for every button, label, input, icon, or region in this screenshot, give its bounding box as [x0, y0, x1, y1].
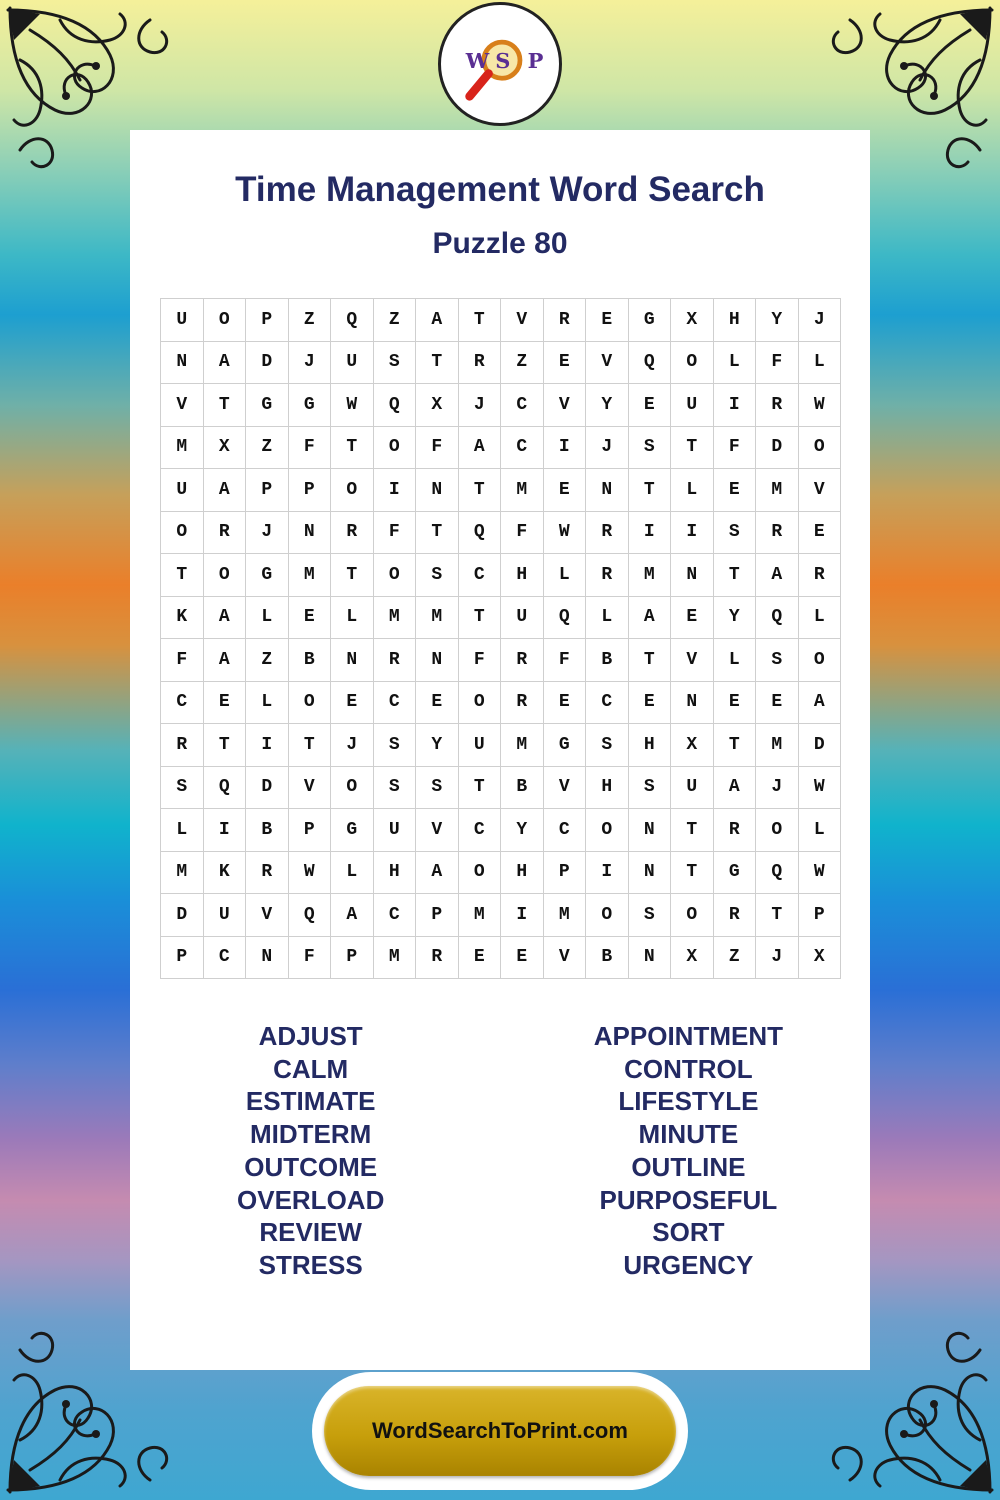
- grid-cell[interactable]: V: [544, 767, 587, 810]
- grid-cell[interactable]: O: [289, 682, 332, 725]
- grid-cell[interactable]: F: [714, 427, 757, 470]
- grid-cell[interactable]: B: [289, 639, 332, 682]
- grid-cell[interactable]: S: [374, 767, 417, 810]
- grid-cell[interactable]: T: [629, 469, 672, 512]
- word-list-item: ESTIMATE: [245, 1086, 376, 1117]
- grid-cell[interactable]: L: [161, 809, 204, 852]
- grid-cell[interactable]: J: [331, 724, 374, 767]
- grid-cell[interactable]: R: [501, 639, 544, 682]
- grid-cell[interactable]: J: [459, 384, 502, 427]
- grid-cell[interactable]: H: [374, 852, 417, 895]
- grid-cell[interactable]: O: [586, 809, 629, 852]
- grid-cell[interactable]: S: [416, 767, 459, 810]
- grid-cell[interactable]: J: [799, 299, 842, 342]
- grid-cell[interactable]: I: [544, 427, 587, 470]
- grid-cell[interactable]: L: [586, 597, 629, 640]
- grid-cell[interactable]: T: [204, 384, 247, 427]
- grid-cell[interactable]: A: [204, 342, 247, 385]
- letter-grid: [160, 298, 841, 979]
- grid-cell[interactable]: R: [501, 682, 544, 725]
- grid-cell[interactable]: A: [756, 554, 799, 597]
- grid-cell[interactable]: F: [459, 639, 502, 682]
- grid-cell[interactable]: C: [161, 682, 204, 725]
- grid-cell[interactable]: Z: [714, 937, 757, 980]
- magnifier-logo-icon[interactable]: [438, 2, 562, 126]
- grid-cell[interactable]: A: [416, 852, 459, 895]
- grid-cell[interactable]: I: [246, 724, 289, 767]
- grid-cell[interactable]: T: [204, 724, 247, 767]
- grid-cell[interactable]: V: [161, 384, 204, 427]
- grid-cell[interactable]: T: [416, 342, 459, 385]
- grid-cell[interactable]: N: [246, 937, 289, 980]
- grid-cell[interactable]: B: [501, 767, 544, 810]
- grid-cell[interactable]: L: [331, 597, 374, 640]
- grid-cell[interactable]: U: [204, 894, 247, 937]
- grid-cell[interactable]: Q: [629, 342, 672, 385]
- grid-cell[interactable]: V: [586, 342, 629, 385]
- grid-cell[interactable]: O: [204, 554, 247, 597]
- grid-cell[interactable]: N: [161, 342, 204, 385]
- grid-cell[interactable]: R: [374, 639, 417, 682]
- grid-cell[interactable]: K: [161, 597, 204, 640]
- grid-cell[interactable]: G: [714, 852, 757, 895]
- grid-cell[interactable]: F: [161, 639, 204, 682]
- grid-cell[interactable]: T: [671, 852, 714, 895]
- grid-cell[interactable]: X: [671, 937, 714, 980]
- grid-cell[interactable]: E: [204, 682, 247, 725]
- grid-cell[interactable]: P: [161, 937, 204, 980]
- word-list-item: ADJUST: [258, 1021, 363, 1051]
- grid-cell[interactable]: R: [586, 554, 629, 597]
- grid-cell[interactable]: D: [246, 767, 289, 810]
- grid-cell[interactable]: W: [799, 384, 842, 427]
- grid-cell[interactable]: G: [246, 384, 289, 427]
- grid-cell[interactable]: T: [671, 809, 714, 852]
- grid-cell[interactable]: L: [246, 597, 289, 640]
- grid-cell[interactable]: R: [459, 342, 502, 385]
- grid-cell[interactable]: P: [289, 809, 332, 852]
- grid-cell[interactable]: C: [586, 682, 629, 725]
- grid-cell[interactable]: O: [374, 427, 417, 470]
- grid-cell[interactable]: T: [629, 639, 672, 682]
- grid-cell[interactable]: E: [714, 682, 757, 725]
- grid-cell[interactable]: W: [544, 512, 587, 555]
- grid-cell[interactable]: V: [501, 299, 544, 342]
- grid-cell[interactable]: R: [246, 852, 289, 895]
- grid-cell[interactable]: E: [331, 682, 374, 725]
- grid-cell[interactable]: U: [459, 724, 502, 767]
- word-list-item: OUTLINE: [631, 1151, 746, 1182]
- grid-cell[interactable]: M: [289, 554, 332, 597]
- grid-cell[interactable]: C: [204, 937, 247, 980]
- grid-cell[interactable]: L: [799, 597, 842, 640]
- grid-cell[interactable]: D: [799, 724, 842, 767]
- grid-cell[interactable]: T: [331, 554, 374, 597]
- grid-cell[interactable]: G: [544, 724, 587, 767]
- word-list-item: PURPOSEFUL: [599, 1184, 778, 1215]
- grid-cell[interactable]: O: [671, 894, 714, 937]
- grid-cell[interactable]: W: [799, 852, 842, 895]
- grid-cell[interactable]: A: [331, 894, 374, 937]
- grid-cell[interactable]: P: [246, 299, 289, 342]
- grid-cell[interactable]: H: [629, 724, 672, 767]
- grid-cell[interactable]: M: [374, 597, 417, 640]
- grid-cell[interactable]: E: [544, 342, 587, 385]
- grid-cell[interactable]: M: [416, 597, 459, 640]
- grid-cell[interactable]: E: [289, 597, 332, 640]
- word-list-item: CONTROL: [624, 1053, 753, 1084]
- grid-cell[interactable]: M: [501, 469, 544, 512]
- grid-cell[interactable]: Q: [756, 852, 799, 895]
- grid-cell[interactable]: W: [331, 384, 374, 427]
- website-link-label: WordSearchToPrint.com: [372, 1418, 628, 1443]
- grid-cell[interactable]: E: [629, 384, 672, 427]
- grid-cell[interactable]: T: [289, 724, 332, 767]
- grid-cell[interactable]: P: [289, 469, 332, 512]
- grid-cell[interactable]: C: [374, 682, 417, 725]
- grid-cell[interactable]: O: [161, 512, 204, 555]
- grid-cell[interactable]: N: [629, 852, 672, 895]
- grid-cell[interactable]: H: [501, 852, 544, 895]
- grid-cell[interactable]: S: [629, 894, 672, 937]
- word-list-item: SORT: [652, 1217, 725, 1248]
- grid-cell[interactable]: E: [799, 512, 842, 555]
- grid-cell[interactable]: S: [714, 512, 757, 555]
- grid-cell[interactable]: Q: [756, 597, 799, 640]
- grid-cell[interactable]: R: [714, 809, 757, 852]
- grid-cell[interactable]: O: [204, 299, 247, 342]
- grid-cell[interactable]: E: [501, 937, 544, 980]
- grid-cell[interactable]: J: [586, 427, 629, 470]
- word-list-item: REVIEW: [259, 1217, 362, 1248]
- grid-cell[interactable]: O: [374, 554, 417, 597]
- grid-cell[interactable]: O: [331, 469, 374, 512]
- grid-cell[interactable]: F: [374, 512, 417, 555]
- grid-cell[interactable]: U: [161, 469, 204, 512]
- grid-cell[interactable]: N: [289, 512, 332, 555]
- grid-cell[interactable]: T: [459, 299, 502, 342]
- grid-cell[interactable]: S: [374, 724, 417, 767]
- grid-cell[interactable]: O: [756, 809, 799, 852]
- grid-cell[interactable]: P: [799, 894, 842, 937]
- grid-cell[interactable]: Y: [714, 597, 757, 640]
- grid-cell[interactable]: M: [629, 554, 672, 597]
- grid-cell[interactable]: M: [459, 894, 502, 937]
- grid-cell[interactable]: B: [586, 639, 629, 682]
- grid-cell[interactable]: Z: [501, 342, 544, 385]
- grid-cell[interactable]: D: [246, 342, 289, 385]
- footer-badge: [312, 1372, 688, 1490]
- grid-cell[interactable]: Q: [459, 512, 502, 555]
- grid-cell[interactable]: O: [799, 639, 842, 682]
- grid-cell[interactable]: T: [671, 427, 714, 470]
- grid-cell[interactable]: T: [459, 767, 502, 810]
- word-list-item: LIFESTYLE: [618, 1086, 759, 1117]
- grid-cell[interactable]: A: [799, 682, 842, 725]
- word-list-right: [594, 1020, 783, 1282]
- grid-cell[interactable]: L: [671, 469, 714, 512]
- logo-letter-p: P: [527, 47, 544, 73]
- grid-cell[interactable]: A: [714, 767, 757, 810]
- grid-cell[interactable]: Z: [246, 639, 289, 682]
- grid-cell[interactable]: D: [756, 427, 799, 470]
- grid-cell[interactable]: U: [671, 384, 714, 427]
- grid-cell[interactable]: I: [714, 384, 757, 427]
- grid-cell[interactable]: G: [246, 554, 289, 597]
- logo-letter-w: W: [465, 47, 490, 73]
- grid-cell[interactable]: T: [459, 469, 502, 512]
- grid-cell[interactable]: E: [756, 682, 799, 725]
- grid-cell[interactable]: Q: [374, 384, 417, 427]
- grid-cell[interactable]: V: [416, 809, 459, 852]
- grid-cell[interactable]: B: [586, 937, 629, 980]
- grid-cell[interactable]: G: [331, 809, 374, 852]
- grid-cell[interactable]: U: [161, 299, 204, 342]
- grid-cell[interactable]: I: [586, 852, 629, 895]
- grid-cell[interactable]: A: [204, 469, 247, 512]
- grid-cell[interactable]: S: [586, 724, 629, 767]
- grid-cell[interactable]: E: [459, 937, 502, 980]
- grid-cell[interactable]: R: [714, 894, 757, 937]
- grid-cell[interactable]: E: [544, 682, 587, 725]
- grid-cell[interactable]: M: [501, 724, 544, 767]
- grid-cell[interactable]: J: [246, 512, 289, 555]
- grid-cell[interactable]: M: [374, 937, 417, 980]
- grid-cell[interactable]: O: [586, 894, 629, 937]
- grid-cell[interactable]: X: [799, 937, 842, 980]
- grid-cell[interactable]: R: [204, 512, 247, 555]
- grid-cell[interactable]: N: [629, 809, 672, 852]
- grid-cell[interactable]: N: [629, 937, 672, 980]
- grid-cell[interactable]: R: [416, 937, 459, 980]
- grid-cell[interactable]: S: [756, 639, 799, 682]
- grid-cell[interactable]: N: [331, 639, 374, 682]
- grid-cell[interactable]: S: [161, 767, 204, 810]
- grid-cell[interactable]: H: [586, 767, 629, 810]
- grid-cell[interactable]: R: [799, 554, 842, 597]
- grid-cell[interactable]: I: [374, 469, 417, 512]
- word-list-item: MIDTERM: [250, 1119, 372, 1150]
- grid-cell[interactable]: W: [289, 852, 332, 895]
- grid-cell[interactable]: P: [331, 937, 374, 980]
- grid-cell[interactable]: Y: [501, 809, 544, 852]
- grid-cell[interactable]: T: [714, 554, 757, 597]
- word-list: [130, 1020, 870, 1282]
- grid-cell[interactable]: R: [544, 299, 587, 342]
- grid-cell[interactable]: Z: [374, 299, 417, 342]
- grid-cell[interactable]: C: [544, 809, 587, 852]
- grid-cell[interactable]: E: [544, 469, 587, 512]
- grid-cell[interactable]: V: [289, 767, 332, 810]
- grid-cell[interactable]: P: [416, 894, 459, 937]
- grid-cell[interactable]: L: [714, 639, 757, 682]
- grid-cell[interactable]: F: [544, 639, 587, 682]
- grid-cell[interactable]: L: [331, 852, 374, 895]
- grid-cell[interactable]: Y: [586, 384, 629, 427]
- grid-cell[interactable]: T: [416, 512, 459, 555]
- grid-cell[interactable]: S: [629, 427, 672, 470]
- grid-cell[interactable]: F: [501, 512, 544, 555]
- grid-cell[interactable]: F: [756, 342, 799, 385]
- grid-cell[interactable]: Q: [544, 597, 587, 640]
- grid-cell[interactable]: V: [799, 469, 842, 512]
- grid-cell[interactable]: M: [756, 469, 799, 512]
- grid-cell[interactable]: Y: [756, 299, 799, 342]
- grid-cell[interactable]: I: [629, 512, 672, 555]
- grid-cell[interactable]: H: [501, 554, 544, 597]
- grid-cell[interactable]: V: [544, 937, 587, 980]
- grid-cell[interactable]: U: [374, 809, 417, 852]
- grid-cell[interactable]: N: [586, 469, 629, 512]
- grid-cell[interactable]: E: [714, 469, 757, 512]
- grid-cell[interactable]: A: [416, 299, 459, 342]
- grid-cell[interactable]: Z: [289, 299, 332, 342]
- grid-cell[interactable]: C: [459, 554, 502, 597]
- grid-cell[interactable]: G: [289, 384, 332, 427]
- grid-cell[interactable]: V: [544, 384, 587, 427]
- grid-cell[interactable]: A: [204, 597, 247, 640]
- grid-cell[interactable]: E: [586, 299, 629, 342]
- grid-cell[interactable]: X: [671, 724, 714, 767]
- grid-cell[interactable]: L: [246, 682, 289, 725]
- grid-cell[interactable]: R: [756, 512, 799, 555]
- puzzle-card: [130, 130, 870, 1370]
- grid-cell[interactable]: L: [799, 342, 842, 385]
- grid-cell[interactable]: C: [374, 894, 417, 937]
- grid-cell[interactable]: T: [331, 427, 374, 470]
- grid-cell[interactable]: A: [629, 597, 672, 640]
- grid-cell[interactable]: F: [289, 937, 332, 980]
- grid-cell[interactable]: U: [671, 767, 714, 810]
- grid-cell[interactable]: C: [501, 427, 544, 470]
- grid-cell[interactable]: O: [459, 852, 502, 895]
- grid-cell[interactable]: R: [331, 512, 374, 555]
- word-list-item: APPOINTMENT: [593, 1021, 783, 1051]
- grid-cell[interactable]: N: [416, 469, 459, 512]
- grid-cell[interactable]: Q: [289, 894, 332, 937]
- grid-cell[interactable]: Y: [416, 724, 459, 767]
- grid-cell[interactable]: X: [416, 384, 459, 427]
- word-list-item: URGENCY: [623, 1249, 754, 1280]
- grid-cell[interactable]: J: [756, 937, 799, 980]
- grid-cell[interactable]: J: [289, 342, 332, 385]
- puzzle-number: Puzzle 80: [432, 227, 568, 260]
- grid-cell[interactable]: T: [459, 597, 502, 640]
- grid-cell[interactable]: A: [204, 639, 247, 682]
- grid-cell[interactable]: M: [161, 852, 204, 895]
- grid-cell[interactable]: T: [714, 724, 757, 767]
- grid-cell[interactable]: L: [714, 342, 757, 385]
- grid-cell[interactable]: I: [501, 894, 544, 937]
- grid-cell[interactable]: P: [544, 852, 587, 895]
- grid-cell[interactable]: M: [161, 427, 204, 470]
- grid-cell[interactable]: B: [246, 809, 289, 852]
- grid-cell[interactable]: K: [204, 852, 247, 895]
- grid-cell[interactable]: R: [586, 512, 629, 555]
- grid-cell[interactable]: H: [714, 299, 757, 342]
- grid-cell[interactable]: W: [799, 767, 842, 810]
- grid-cell[interactable]: O: [331, 767, 374, 810]
- grid-cell[interactable]: D: [161, 894, 204, 937]
- word-list-item: OUTCOME: [244, 1151, 378, 1182]
- grid-cell[interactable]: C: [501, 384, 544, 427]
- grid-cell[interactable]: Z: [246, 427, 289, 470]
- grid-cell[interactable]: U: [331, 342, 374, 385]
- grid-cell[interactable]: Q: [204, 767, 247, 810]
- grid-cell[interactable]: M: [756, 724, 799, 767]
- grid-cell[interactable]: E: [416, 682, 459, 725]
- grid-cell[interactable]: N: [671, 682, 714, 725]
- grid-cell[interactable]: O: [671, 342, 714, 385]
- grid-cell[interactable]: X: [204, 427, 247, 470]
- word-list-item: CALM: [273, 1053, 349, 1084]
- grid-cell[interactable]: R: [756, 384, 799, 427]
- grid-cell[interactable]: L: [544, 554, 587, 597]
- grid-cell[interactable]: Q: [331, 299, 374, 342]
- grid-cell[interactable]: F: [289, 427, 332, 470]
- grid-cell[interactable]: N: [671, 554, 714, 597]
- grid-cell[interactable]: R: [161, 724, 204, 767]
- website-link-button[interactable]: [324, 1386, 676, 1476]
- grid-cell[interactable]: O: [459, 682, 502, 725]
- grid-cell[interactable]: I: [204, 809, 247, 852]
- grid-cell[interactable]: F: [416, 427, 459, 470]
- grid-cell[interactable]: T: [161, 554, 204, 597]
- word-list-left: [237, 1020, 384, 1282]
- grid-cell[interactable]: I: [671, 512, 714, 555]
- grid-cell[interactable]: P: [246, 469, 289, 512]
- word-list-item: STRESS: [258, 1249, 363, 1280]
- grid-cell[interactable]: G: [629, 299, 672, 342]
- grid-cell[interactable]: E: [671, 597, 714, 640]
- word-list-item: MINUTE: [638, 1119, 739, 1150]
- grid-cell[interactable]: A: [459, 427, 502, 470]
- grid-cell[interactable]: T: [756, 894, 799, 937]
- grid-cell[interactable]: M: [544, 894, 587, 937]
- word-list-item: OVERLOAD: [237, 1184, 385, 1215]
- grid-cell[interactable]: L: [799, 809, 842, 852]
- grid-cell[interactable]: C: [459, 809, 502, 852]
- grid-cell[interactable]: U: [501, 597, 544, 640]
- grid-cell[interactable]: E: [629, 682, 672, 725]
- grid-cell[interactable]: O: [799, 427, 842, 470]
- grid-cell[interactable]: N: [416, 639, 459, 682]
- grid-cell[interactable]: J: [756, 767, 799, 810]
- grid-cell[interactable]: X: [671, 299, 714, 342]
- grid-cell[interactable]: S: [374, 342, 417, 385]
- grid-cell[interactable]: V: [671, 639, 714, 682]
- page-title: Time Management Word Search: [235, 170, 765, 209]
- grid-cell[interactable]: V: [246, 894, 289, 937]
- grid-cell[interactable]: S: [416, 554, 459, 597]
- grid-cell[interactable]: S: [629, 767, 672, 810]
- logo-letter-s: S: [495, 47, 511, 73]
